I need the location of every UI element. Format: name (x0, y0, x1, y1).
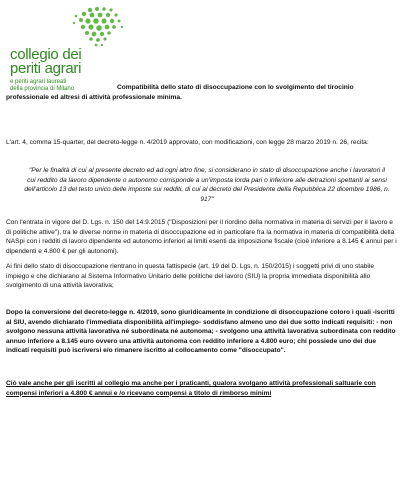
paragraph-unemployment-status: Ai fini dello stato di disoccupazione rientrano in questa fattispecie (art. 19 del D. Lgs. n. 150/2015) i soggetti privi di uno stabile impiego e che dichiarano al Sistema Informativo Unitario delle politiche del lavoro (SIU) la propria immediata disponibilità allo svolgimento di una attività lavorativa; (6, 263, 375, 290)
paragraph-dlgs-150: Con l'entrata in vigore del D. Lgs. n. 150 del 14.9.2015 ("Disposizioni per il riordino della normativa in materia di servizi per il lavoro e di politiche attive"), tra le diverse norme in materia di disoccupazione ed in particolare fra la normativa in materia di compatibilità della NASpi con i redditi di lavoro dipendente ed autonomo inferiori ai limiti esenti da imposizione fiscale (cioè inferiore a 8.145 € annui per i dipendenti e 4.800 € per gli autonomi). (6, 219, 397, 255)
law-quote: "Per le finalità di cui al presente decreto ed ad ogni altro fine, si considerano in stato di disoccupazione anche i lavoratori il cui reddito da lavoro dipendente o autonomo corrisponde a un'imposta lorda pari o inferiore alle detrazioni spettanti ai sensi dell'articolo 13 del testo unico delle imposte sui redditi, di cui al decreto del Presidente della Repubblica 22 dicembre 1986, n. 917" (24, 167, 390, 203)
dots-emblem-icon (4, 4, 144, 50)
heading-line-1: Compatibilità dello stato di disoccupazione con lo svolgimento del tirocinio (117, 84, 354, 91)
paragraph-requirements: Dopo la conversione del decreto-legge n. 4/2019, sono giuridicamente in condizione di disoccupazione coloro i quali -iscritti al SIU, avendo dichiarato l'immediata disponibilità all'impiego- soddisfano almeno uno dei due sotto indicati requisiti: - non svolgono nessuna attività lavorativa né subordinata né autonoma; - svolgono una attività lavorativa subordinata con reddito annuo inferiore a 8.145 euro ovvero una attività autonoma con reddito inferiore a 4.800 euro; chi possiede uno dei due indicati requisiti può iscriversi e/o rimanere iscritto al collocamento come "disoccupato". (6, 309, 396, 355)
document-heading (6, 83, 398, 103)
logo-line-collegio: collegio dei (10, 46, 82, 63)
logo-subtitle-1: e periti agrari laureati (10, 79, 67, 85)
logo-line-periti: periti agrari (10, 60, 82, 77)
heading-line-2: professionale ed altresì di attività professionale minima. (6, 94, 182, 101)
logo-subtitle-2: della provincia di Milano (10, 86, 75, 92)
paragraph-practitioners: Ciò vale anche per gli iscritti al collegio ma anche per i praticanti, qualora svolgano attività professionali saltuarie con compensi inferiori a 4.800 € annui e /o ricevano compensi a titolo di rimborso minimi (6, 380, 376, 397)
paragraph-law-reference: L'art. 4, comma 15-quarter, del decreto-legge n. 4/2019 approvato, con modificazioni, con legge 28 marzo 2019 n. 26, recita: (6, 139, 369, 146)
